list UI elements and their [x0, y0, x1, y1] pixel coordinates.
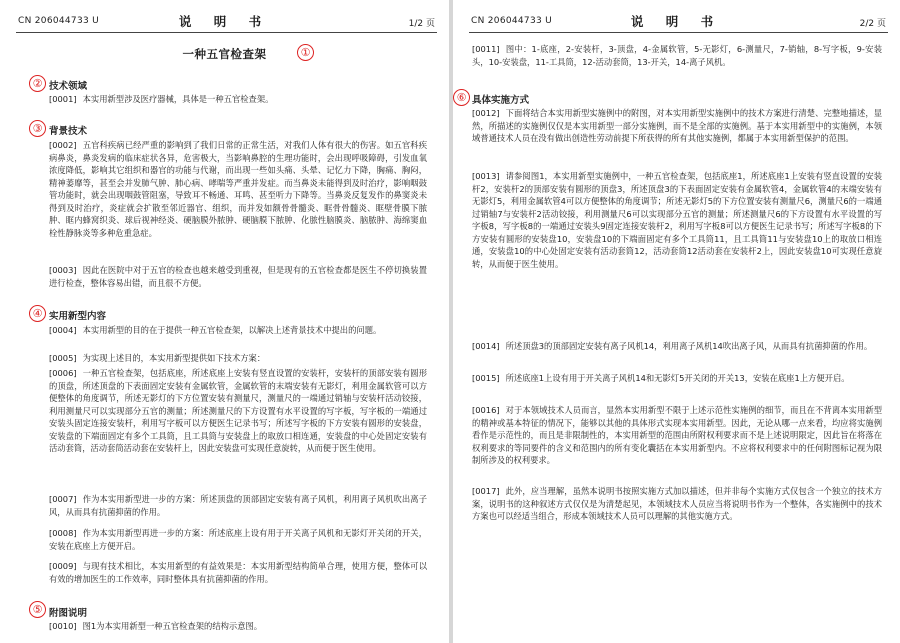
paragraph-number: [0006] [49, 368, 77, 378]
paragraph-text: 请参阅图1，本实用新型实施例中，一种五官检查架，包括底座1，所述底座1上安装有竖直设置的安装杆2，安装杆2的顶部安装有圆形的顶盘3，所述顶盘3的下表面固定安装有金属软管4，金属软管4的末端安装有无影灯5，利用金属软管4可以方便整体的角度调节；所述无影灯5的下方位置安装有测量尺6，测量尺6的一端通过销轴7与安装杆2活动铰接，利用测量尺6可以实现部分五官的测量；所述测量尺6的下方设置有水平设置的写字板8，写字板8的一端通过安装头9固定连接安装杆2，利用写字板8可以方便医生记录书写；所述写字板8的下方安装有圆形的安装盘10，安装盘10的下端面固定有多个工具筒11，且工具筒11与安装盘10上的取放口相连通，安装盘10的中心处固定安装有活动套筒12，活动套筒12活动套在安装杆2上，因此安装盘10可实现任意旋转，从而便于医生使用。 [472, 171, 882, 269]
paragraph-0003 [49, 264, 427, 289]
paragraph-text: 一种五官检查架，包括底座，所述底座上安装有竖直设置的安装杆，安装杆的顶部安装有圆形的顶盘，所述顶盘的下表面固定安装有金属软管，金属软管的末端安装有无影灯，利用金属软管可以方便整体的角度调节，所述无影灯的下方位置安装有测量尺，测量尺的一端通过销轴与安装杆活动铰接，利用测量尺可以实现部分五官的测量；所述测量尺的下方设置有水平设置的写字板，写字板的一端通过安装头固定连接安装杆，利用写字板可以方便医生记录书写；所述写字板的下方安装有圆形的安装盘，安装盘的下端面固定有多个工具筒，且工具筒与安装盘上的取放口相连通，安装盘的中心处固定安装有活动套筒，活动套筒活动套在安装杆上，因此安装盘可实现任意旋转，从而便于医生使用。 [49, 368, 427, 453]
paragraph-number: [0012] [472, 108, 500, 118]
heading-utility-content: 实用新型内容 [49, 311, 107, 322]
header-title: 说 明 书 [178, 14, 271, 29]
paragraph-number: [0005] [49, 353, 77, 363]
paragraph-text: 本实用新型的目的在于提供一种五官检查架，以解决上述背景技术中提出的问题。 [82, 325, 382, 335]
paragraph-0009 [49, 560, 427, 585]
paragraph-0017 [472, 485, 882, 523]
header-rule [469, 32, 888, 33]
page-number: 2/2 页 [859, 19, 886, 29]
paragraph-text: 因此在医院中对于五官的检查也越来越受到重视，但是现有的五官检查都是医生不停切换装置进行检查，整体容易出错，而且很不方便。 [49, 265, 427, 288]
paragraph-text: 对于本领域技术人员而言，显然本实用新型不限于上述示范性实施例的细节，而且在不背离本实用新型的精神或基本特征的情况下，能够以其他的具体形式实现本实用新型。因此，无论从哪一点来看，均应将实施例看作是示范性的，而且是非限制性的，本实用新型的范围由所附权利要求而不是上述说明限定，因此旨在将落在权利要求的等同要件的含义和范围内的所有变化囊括在本实用新型内。不应将权利要求中的任何附图标记视为限制所涉及的权利要求。 [472, 405, 882, 465]
paragraph-number: [0010] [49, 621, 77, 631]
header-rule [16, 32, 437, 33]
paragraph-number: [0017] [472, 486, 500, 496]
paragraph-0008 [49, 527, 427, 552]
heading-embodiment: 具体实施方式 [472, 95, 530, 106]
paragraph-text: 图1为本实用新型一种五官检查架的结构示意图。 [82, 621, 263, 631]
page-header [453, 12, 900, 30]
paragraph-0013 [472, 170, 882, 270]
paragraph-number: [0004] [49, 325, 77, 335]
doc-number: CN 206044733 U [18, 16, 100, 26]
paragraph-0002 [49, 139, 427, 239]
paragraph-number: [0008] [49, 528, 77, 538]
paragraph-text: 为实现上述目的，本实用新型提供如下技术方案： [82, 353, 266, 363]
paragraph-0006 [49, 367, 427, 455]
paragraph-number: [0014] [472, 341, 500, 351]
marker-1: ① [297, 44, 314, 61]
paragraph-text: 作为本实用新型进一步的方案：所述顶盘的顶部固定安装有离子风机，利用离子风机吹出离子风，从而具有抗菌抑菌的作用。 [49, 494, 427, 517]
marker-4: ④ [29, 305, 46, 322]
paragraph-0007 [49, 493, 427, 518]
heading-background: 背景技术 [49, 126, 88, 137]
paragraph-0004 [49, 324, 427, 337]
page-header [0, 12, 449, 30]
paragraph-text: 此外，应当理解，虽然本说明书按照实施方式加以描述，但并非每个实施方式仅包含一个独立的技术方案，说明书的这种叙述方式仅仅是为清楚起见，本领域技术人员应当将说明书作为一个整体，各实施例中的技术方案也可以经适当组合，形成本领域技术人员可以理解的其他实施方式。 [472, 486, 882, 521]
paragraph-number: [0011] [472, 44, 500, 54]
paragraph-text: 下面将结合本实用新型实施例中的附图，对本实用新型实施例中的技术方案进行清楚、完整地描述，显然，所描述的实施例仅仅是本实用新型一部分实施例，而不是全部的实施例。基于本实用新型中的实施例，本领域普通技术人员在没有做出创造性劳动前提下所获得的所有其他实施例，都属于本实用新型保护的范围。 [472, 108, 882, 143]
paragraph-0016 [472, 404, 882, 467]
marker-5: ⑤ [29, 601, 46, 618]
spec-page-1 [0, 0, 449, 643]
paragraph-0005 [49, 352, 427, 365]
paragraph-number: [0013] [472, 171, 500, 181]
paragraph-number: [0003] [49, 265, 77, 275]
doc-number: CN 206044733 U [471, 16, 553, 26]
paragraph-text: 图中：1-底座，2-安装杆，3-顶盘，4-金属软管，5-无影灯，6-测量尺，7-销轴，8-写字板，9-安装头，10-安装盘，11-工具筒，12-活动套筒，13-开关，14-离子风机。 [472, 44, 882, 67]
paragraph-0011 [472, 43, 882, 68]
marker-6: ⑥ [453, 89, 470, 106]
paragraph-number: [0002] [49, 140, 77, 150]
paragraph-0015 [472, 372, 882, 385]
document-title [0, 46, 449, 62]
marker-2: ② [29, 75, 46, 92]
paragraph-0001 [49, 93, 427, 106]
paragraph-number: [0001] [49, 94, 77, 104]
paragraph-number: [0016] [472, 405, 500, 415]
heading-tech-field: 技术领域 [49, 81, 88, 92]
spec-page-2 [453, 0, 900, 643]
paragraph-0010 [49, 620, 427, 633]
heading-drawings: 附图说明 [49, 608, 88, 619]
paragraph-text: 所述顶盘3的顶部固定安装有离子风机14，利用离子风机14吹出离子风，从而具有抗菌抑菌的作用。 [505, 341, 873, 351]
paragraph-0014 [472, 340, 882, 353]
paragraph-text: 作为本实用新型再进一步的方案：所述底座上设有用于开关离子风机和无影灯开关闭的开关，安装在底座上方便开启。 [49, 528, 427, 551]
paragraph-number: [0007] [49, 494, 77, 504]
paragraph-number: [0015] [472, 373, 500, 383]
marker-3: ③ [29, 120, 46, 137]
document-title-text: 一种五官检查架 [182, 47, 267, 61]
page-number: 1/2 页 [408, 19, 435, 29]
paragraph-text: 所述底座1上设有用于开关离子风机14和无影灯5开关闭的开关13，安装在底座1上方便开启。 [505, 373, 850, 383]
paragraph-text: 本实用新型涉及医疗器械，具体是一种五官检查架。 [82, 94, 274, 104]
paragraph-text: 五官科疾病已经严重的影响到了我们日常的正常生活，对我们人体有很大的伤害。如五官科疾病鼻炎，鼻炎发病的临床症状各异，危害极大，当影响鼻腔的生理功能时，会出现呼吸障碍，引发血氧浓度降低，影响其它组织和器官的功能与代谢，而出现一些如头痛、头晕、记忆力下降，胸痛、胸闷，精神萎靡等，甚至会并发肺气肿、肺心病、哮喘等严重并发症。而当鼻炎未能得到及时治疗，影响咽鼓管功能时，就会出现咽鼓管阻塞，导致耳不畅通、耳鸣、甚至听力下降等。当鼻炎反复发作的鼻窦炎未得到及时治疗，炎症就会扩散至邻近器官、组织，而并发如额骨骨髓炎、眶骨骨髓炎、眶壁骨膜下脓肿、眶内蜂窝织炎、球后视神经炎、硬脑膜外脓肿、硬脑膜下脓肿、化脓性脑膜炎、脑脓肿、海绵窦血栓性静脉炎等多种危重急症。 [49, 140, 427, 238]
paragraph-0012 [472, 107, 882, 145]
paragraph-text: 与现有技术相比，本实用新型的有益效果是：本实用新型结构简单合理，使用方便，整体可以有效的增加医生的工作效率，同时整体具有抗菌抑菌的作用。 [49, 561, 427, 584]
header-title: 说 明 书 [630, 14, 723, 29]
paragraph-number: [0009] [49, 561, 77, 571]
